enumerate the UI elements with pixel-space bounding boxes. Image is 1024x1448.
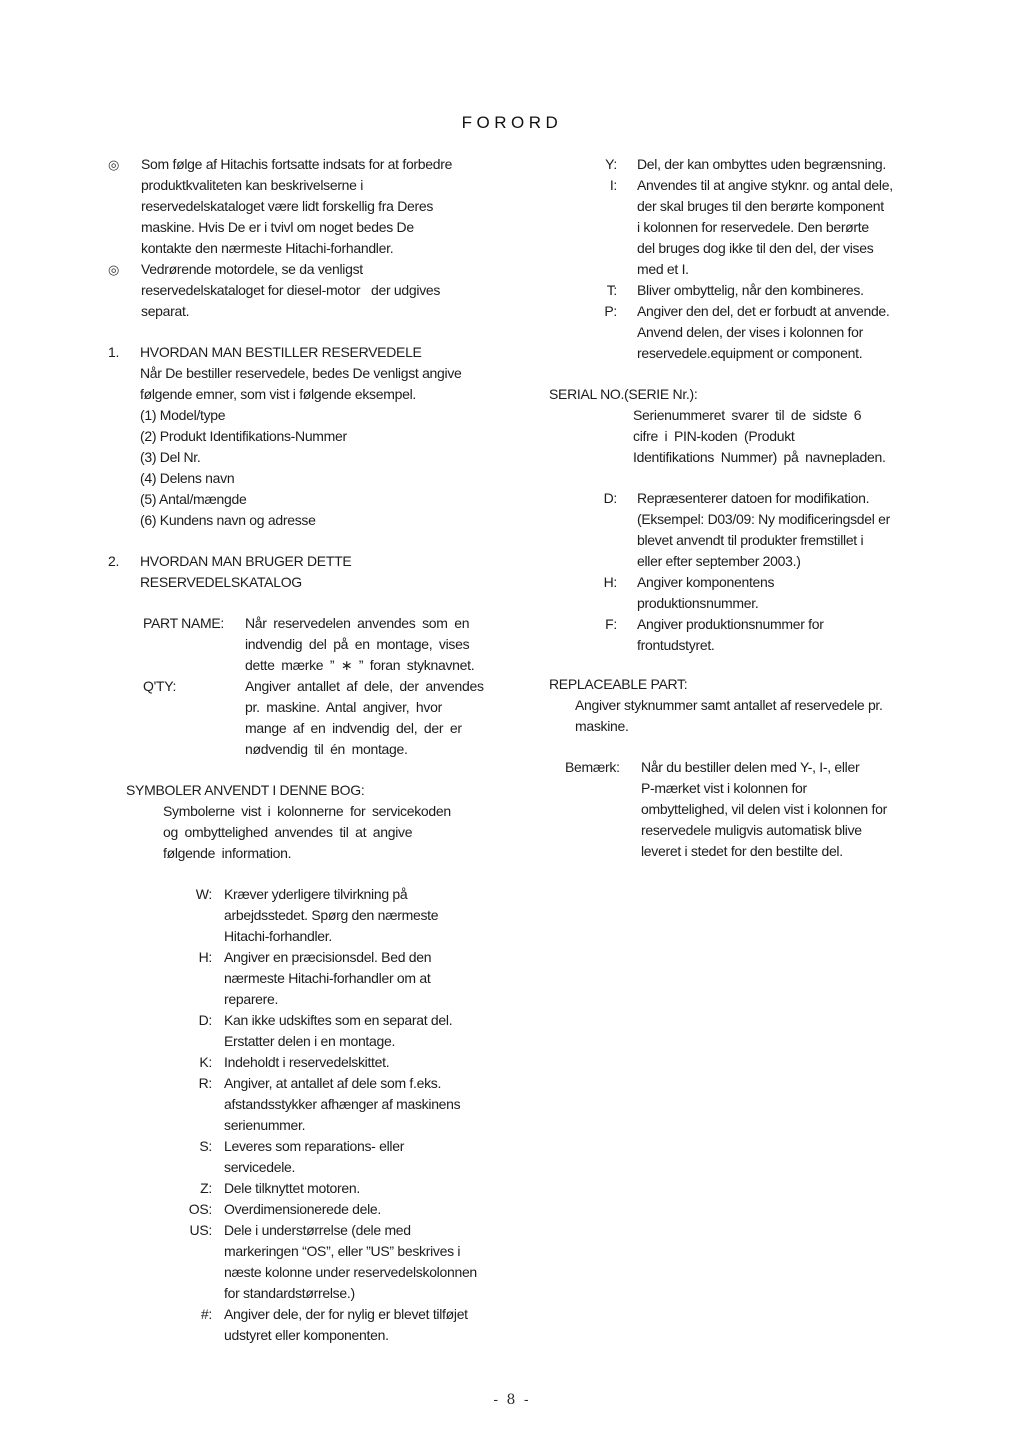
list-item: (6) Kundens navn og adresse — [140, 512, 316, 528]
symbols-intro: Symbolerne vist i kolonnerne for servicekoden og ombyttelighed anvendes til at angive følgende information. — [163, 803, 451, 861]
code-row — [549, 280, 979, 301]
code-label: D: — [603, 490, 617, 506]
list-item: (3) Del Nr. — [140, 449, 201, 465]
code-label: F: — [605, 616, 617, 632]
code-text: Repræsenterer datoen for modifikation. (Eksempel: D03/09: Ny modificeringsdel er blevet anvendt til produkter fremstillet i eller efter september 2003.) — [637, 490, 891, 569]
code-row — [549, 488, 979, 572]
section-how-to-use — [108, 551, 508, 593]
section-heading: HVORDAN MAN BESTILLER RESERVEDELE — [140, 344, 422, 360]
list-item: (5) Antal/mængde — [140, 491, 247, 507]
bullet-paragraph — [108, 154, 508, 259]
symbol-text: Dele tilknyttet motoren. — [224, 1180, 360, 1196]
replaceable-heading: REPLACEABLE PART: — [549, 676, 688, 692]
symbol-row — [108, 1136, 508, 1178]
section-number: 1. — [108, 344, 120, 360]
serial-no-block — [549, 384, 979, 468]
code-row — [549, 614, 979, 656]
symbol-text: Overdimensionerede dele. — [224, 1201, 382, 1217]
symbol-code: R: — [198, 1075, 212, 1091]
code-row — [549, 175, 979, 280]
symbol-text: Angiver dele, der for nylig er blevet tilføjet udstyret eller komponenten. — [224, 1306, 468, 1343]
symbol-row — [108, 1199, 508, 1220]
code-label: Y: — [605, 156, 617, 172]
definition-row — [143, 676, 508, 760]
serial-heading: SERIAL NO.(SERIE Nr.): — [549, 386, 698, 402]
bullet-paragraph — [108, 259, 508, 322]
bullseye-bullet-icon: ◎ — [108, 262, 120, 277]
symbol-text: Indeholdt i reservedelskittet. — [224, 1054, 390, 1070]
symbol-code: W: — [195, 886, 212, 902]
paragraph-text: Som følge af Hitachis fortsatte indsats for at forbedre produktkvaliteten kan beskrivelserne i reservedelskataloget være lidt forskellig fra Deres maskine. Hvis De er i tvivl om noget bedes De kontakte den nærmeste Hitachi-forhandler. — [141, 156, 453, 256]
symbol-text: Angiver en præcisionsdel. Bed den nærmeste Hitachi-forhandler om at reparere. — [224, 949, 432, 1007]
section-number: 2. — [108, 553, 120, 569]
replaceable-part-block — [549, 674, 979, 737]
definition-term: Q'TY: — [143, 678, 177, 694]
code-label: P: — [604, 303, 617, 319]
page-number: - 8 - — [493, 1392, 531, 1408]
symbol-code: #: — [200, 1306, 212, 1322]
symbol-row — [108, 1220, 508, 1304]
symbol-code: K: — [199, 1054, 212, 1070]
serial-code-list — [549, 488, 979, 656]
replaceable-text: Angiver styknummer samt antallet af reservedele pr. maskine. — [575, 697, 883, 734]
symbol-row — [108, 884, 508, 947]
code-text: Angiver produktionsnummer for frontudstyret. — [637, 616, 824, 653]
note-label: Bemærk: — [565, 759, 620, 775]
symbol-code: Z: — [200, 1180, 212, 1196]
symbol-code: S: — [199, 1138, 212, 1154]
code-row — [549, 154, 979, 175]
code-text: Del, der kan ombyttes uden begrænsning. — [637, 156, 887, 172]
symbol-row — [108, 1010, 508, 1052]
symbol-row — [108, 1304, 508, 1346]
definition-row — [143, 613, 508, 676]
code-label: I: — [609, 177, 617, 193]
code-text: Bliver ombyttelig, når den kombineres. — [637, 282, 864, 298]
list-item: (2) Produkt Identifikations-Nummer — [140, 428, 347, 444]
symbol-row — [108, 1073, 508, 1136]
symbol-row — [108, 1178, 508, 1199]
symbol-code: D: — [198, 1012, 212, 1028]
code-text: Anvendes til at angive styknr. og antal dele, der skal bruges til den berørte komponent i kolonnen for reservedele. Den berørte del bruges dog ikke til den del, der vises med et I. — [637, 177, 893, 277]
section-how-to-order — [108, 342, 508, 531]
symbol-code: H: — [198, 949, 212, 965]
note-text: Når du bestiller delen med Y-, I-, eller P-mærket vist i kolonnen for ombyttelighed, vil delen vist i kolonnen for reservedele muligvis automatisk blive leveret i stedet for den bestilte del. — [641, 759, 887, 859]
definition-term: PART NAME: — [143, 615, 225, 631]
definition-text: Når reservedelen anvendes som en indvendig del på en montage, vises dette mærke ” ∗ ” foran styknavnet. — [245, 615, 475, 673]
code-text: Angiver komponentens produktionsnummer. — [637, 574, 775, 611]
definition-text: Angiver antallet af dele, der anvendes pr. maskine. Antal angiver, hvor mange af en indvendig del, der er nødvendig til én montage. — [245, 678, 484, 757]
left-column — [108, 154, 508, 1346]
serial-text: Serienummeret svarer til de sidste 6 cifre i PIN-koden (Produkt Identifikations Nummer) på navnepladen. — [633, 407, 886, 465]
page-title: FORORD — [461, 113, 563, 132]
bullseye-bullet-icon: ◎ — [108, 157, 120, 172]
section-intro: Når De bestiller reservedele, bedes De venligst angive følgende emner, som vist i følgende eksempel. — [140, 365, 462, 402]
symbol-row — [108, 947, 508, 1010]
term-definitions — [143, 613, 508, 760]
right-column — [549, 154, 979, 862]
symbol-code: OS: — [188, 1201, 212, 1217]
symbol-text: Angiver, at antallet af dele som f.eks. afstandsstykker afhænger af maskinens serienummer. — [224, 1075, 461, 1133]
code-label: H: — [603, 574, 617, 590]
paragraph-text: Vedrørende motordele, se da venligst reservedelskataloget for diesel-motor der udgives separat. — [141, 261, 441, 319]
symbol-row — [108, 1052, 508, 1073]
section-heading: HVORDAN MAN BRUGER DETTE RESERVEDELSKATALOG — [140, 553, 352, 590]
code-row — [549, 301, 979, 364]
symbol-text: Leveres som reparations- eller servicedele. — [224, 1138, 405, 1175]
code-text: Angiver den del, det er forbudt at anvende. Anvend delen, der vises i kolonnen for reservedele.equipment or component. — [637, 303, 890, 361]
note-block — [549, 757, 979, 862]
symbols-list — [108, 884, 508, 1346]
symbol-code: US: — [189, 1222, 212, 1238]
code-row — [549, 572, 979, 614]
symbol-text: Kan ikke udskiftes som en separat del. Erstatter delen i en montage. — [224, 1012, 453, 1049]
symbol-text: Dele i understørrelse (dele med markeringen “OS”, eller ”US” beskrives i næste kolonne under reservedelskolonnen for standardstørrelse.) — [224, 1222, 477, 1301]
symbol-text: Kræver yderligere tilvirkning på arbejdsstedet. Spørg den nærmeste Hitachi-forhandler. — [224, 886, 439, 944]
list-item: (4) Delens navn — [140, 470, 235, 486]
symbols-heading: SYMBOLER ANVENDT I DENNE BOG: — [126, 782, 365, 798]
code-label: T: — [606, 282, 617, 298]
list-item: (1) Model/type — [140, 407, 226, 423]
